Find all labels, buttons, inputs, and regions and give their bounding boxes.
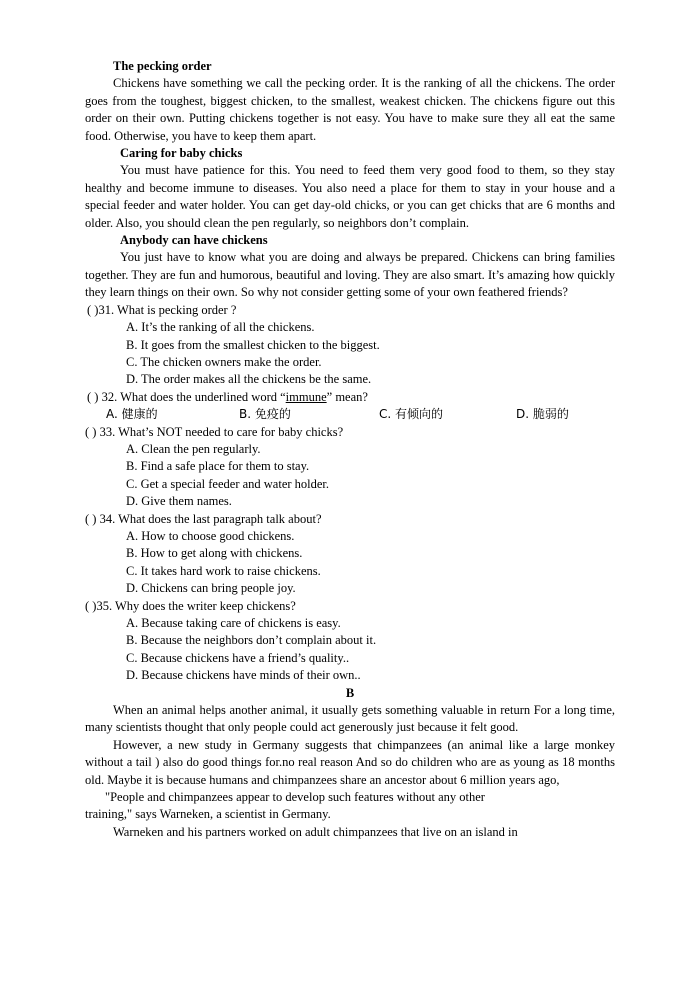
paragraph-b-3-line1: "People and chimpanzees appear to develop such features without any other (105, 790, 485, 805)
question-31-option-c: C. The chicken owners make the order. (126, 354, 322, 369)
question-31-option-b: B. It goes from the smallest chicken to the biggest. (126, 337, 380, 352)
question-35-option-c: C. Because chickens have a friend’s quality.. (126, 650, 350, 665)
question-35: ( )35. Why does the writer keep chickens? (85, 598, 296, 613)
question-33: ( ) 33. What’s NOT needed to care for baby chicks? (85, 424, 344, 439)
question-35-option-d: D. Because chickens have minds of their own.. (126, 668, 361, 683)
question-32-option-c: C. 有倾向的 (379, 407, 444, 422)
question-34: ( ) 34. What does the last paragraph talk about? (85, 511, 322, 526)
question-32-option-d: D. 脆弱的 (516, 407, 569, 422)
question-33-option-c: C. Get a special feeder and water holder. (126, 476, 330, 491)
heading-anybody-chickens: Anybody can have chickens (120, 233, 268, 248)
question-31-option-a: A. It’s the ranking of all the chickens. (126, 320, 315, 335)
paragraph-pecking-order: Chickens have something we call the pecking order. It is the ranking of all the chickens. The order goes from the toughest, biggest chicken, to the smallest, weakest chicken. The chickens figure out this order on their own. Putting chickens together is not easy. You have to make sure they all eat the same food. Otherwise, you have to keep them apart. (85, 76, 615, 143)
question-32-stem-pre: ( ) 32. What does the underlined word “ (87, 389, 286, 404)
question-34-option-b: B. How to get along with chickens. (126, 546, 303, 561)
section-b-label: B (345, 685, 355, 700)
paragraph-caring-baby-chicks: You must have patience for this. You need to feed them very good food to them, so they stay healthy and become immune to diseases. You also need a place for them to stay in your house and a special feeder and water holder. You can get day-old chicks, or you can get chicks that are 6 months and older. Also, you should clean the pen regularly, so neighbors don’t complain. (85, 163, 615, 230)
question-32-options (85, 406, 615, 423)
question-34-option-c: C. It takes hard work to raise chickens. (126, 563, 321, 578)
question-32-stem-post: ” mean? (326, 389, 368, 404)
document-content (85, 58, 615, 841)
question-32-option-a: A. 健康的 (106, 407, 158, 422)
paragraph-b-3-line2: training," says Warneken, a scientist in Germany. (85, 807, 331, 822)
question-35-option-b: B. Because the neighbors don’t complain about it. (126, 633, 377, 648)
paragraph-b-1: When an animal helps another animal, it usually gets something valuable in return For a long time, many scientists thought that only people could act generously just because it felt good. (85, 703, 615, 735)
question-34-option-a: A. How to choose good chickens. (126, 528, 295, 543)
question-31: ( )31. What is pecking order ? (87, 302, 237, 317)
paragraph-b-4: Warneken and his partners worked on adult chimpanzees that live on an island in (113, 824, 518, 839)
heading-caring-baby-chicks: Caring for baby chicks (120, 146, 243, 161)
paragraph-anybody-chickens: You just have to know what you are doing and always be prepared. Chickens can bring families together. They are fun and humorous, beautiful and loving. They are also smart. It’s amazing how quickly they learn things on their own. So why not consider getting some of your own feathered friends? (85, 250, 615, 300)
question-31-option-d: D. The order makes all the chickens be the same. (126, 372, 372, 387)
question-32 (85, 389, 615, 406)
question-33-option-b: B. Find a safe place for them to stay. (126, 459, 310, 474)
question-33-option-a: A. Clean the pen regularly. (126, 441, 261, 456)
paragraph-b-2: However, a new study in Germany suggests that chimpanzees (an animal like a large monkey without a tail ) also do good things for.no real reason And so do children who are as young as 18 months old. Maybe it is because humans and chimpanzees share an ancestor about 6 million years ago, (85, 737, 615, 787)
question-34-option-d: D. Chickens can bring people joy. (126, 581, 296, 596)
question-32-option-b: B. 免疫的 (239, 407, 291, 422)
heading-pecking-order: The pecking order (113, 59, 212, 73)
question-33-option-d: D. Give them names. (126, 494, 232, 509)
question-35-option-a: A. Because taking care of chickens is easy. (126, 616, 341, 630)
underlined-word-immune: immune (285, 389, 327, 404)
